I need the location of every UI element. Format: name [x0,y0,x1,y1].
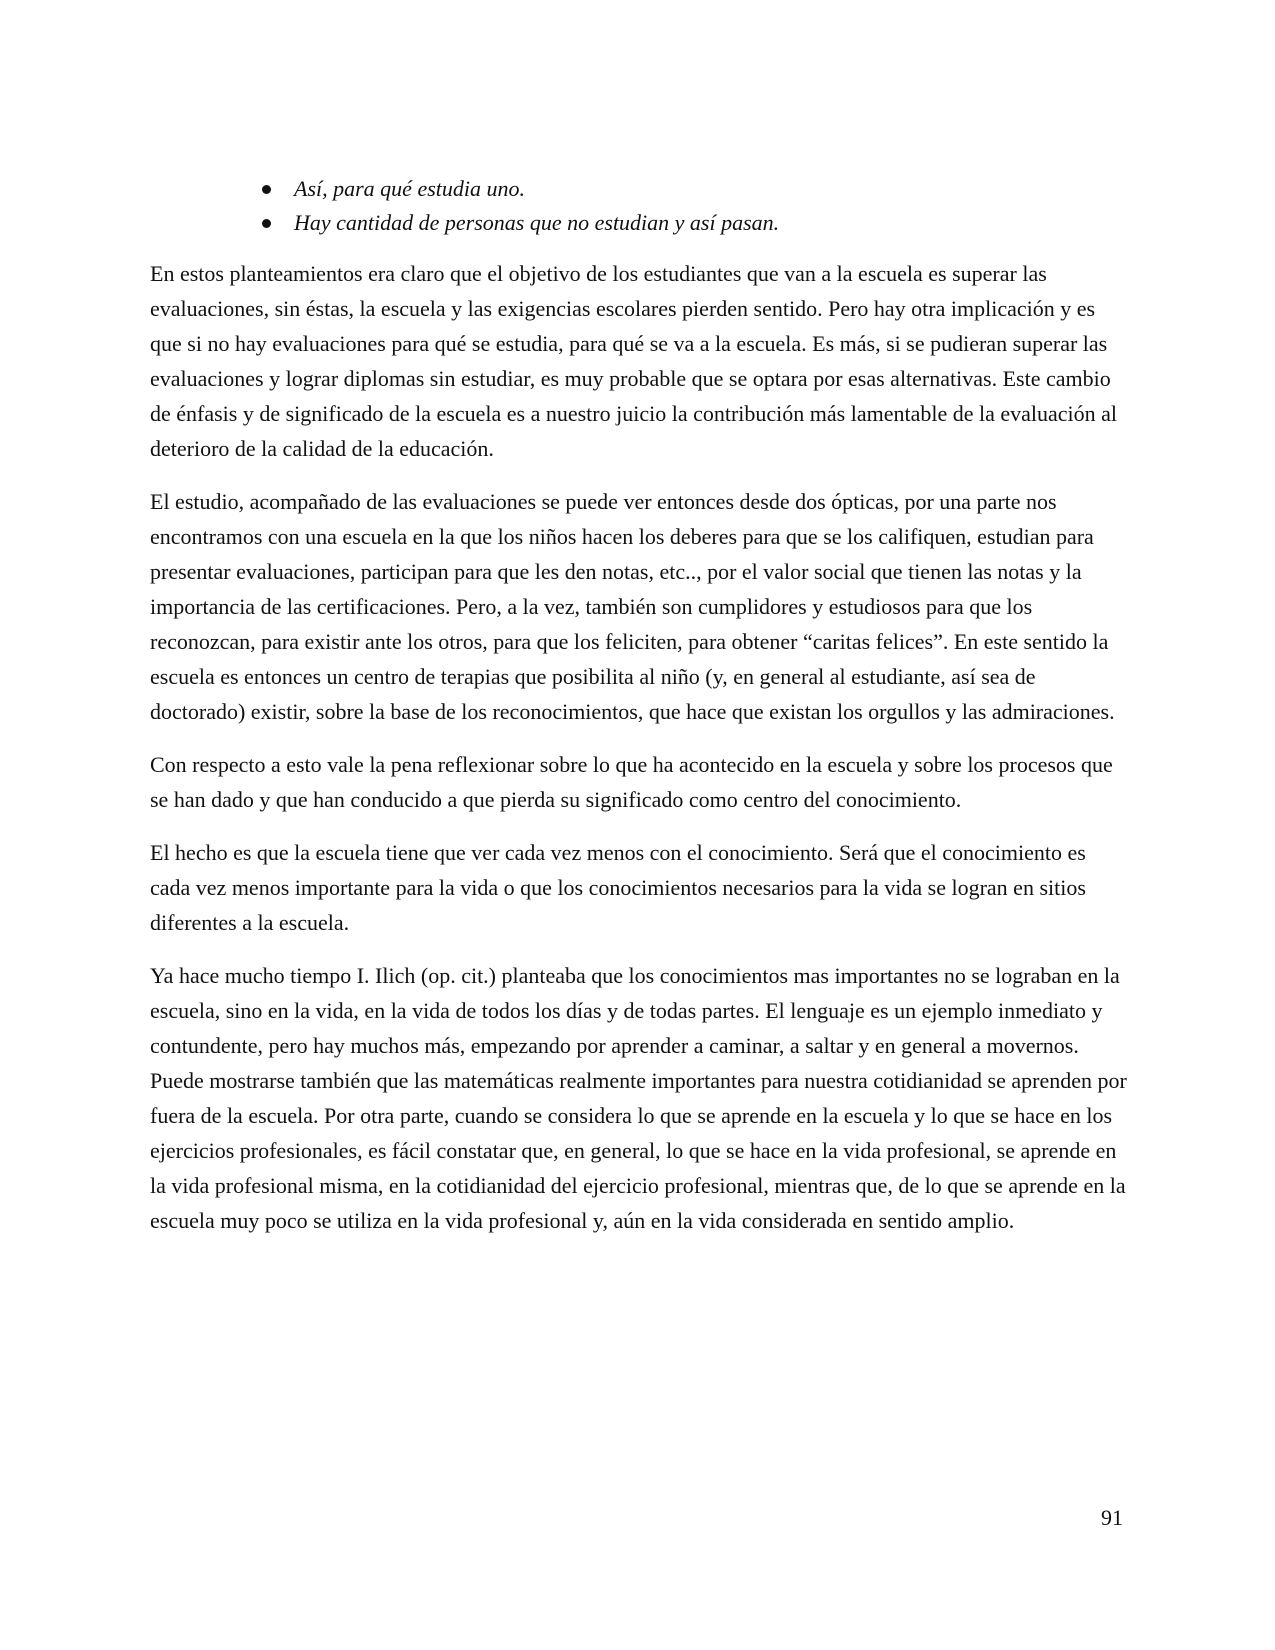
bullet-icon [262,185,271,194]
bullet-icon [262,219,271,228]
bullet-text: Así, para qué estudia uno. [294,176,525,201]
bullet-item [262,172,1130,206]
paragraph: Ya hace mucho tiempo I. Ilich (op. cit.) planteaba que los conocimientos mas importantes no se lograban en la escuela, sino en la vida, en la vida de todos los días y de todas partes. El lenguaje es un ejemplo inmediato y contundente, pero hay muchos más, empezando por aprender a caminar, a saltar y en general a movernos. Puede mostrarse también que las matemáticas realmente importantes para nuestra cotidianidad se aprenden por fuera de la escuela. Por otra parte, cuando se considera lo que se aprende en la escuela y lo que se hace en los ejercicios profesionales, es fácil constatar que, en general, lo que se hace en la vida profesional, se aprende en la vida profesional misma, en la cotidianidad del ejercicio profesional, mientras que, de lo que se aprende en la escuela muy poco se utiliza en la vida profesional y, aún en la vida considerada en sentido amplio. [150,963,1127,1233]
bullet-list [150,172,1130,240]
paragraph: El estudio, acompañado de las evaluaciones se puede ver entonces desde dos ópticas, por una parte nos encontramos con una escuela en la que los niños hacen los deberes para que se los califiquen, estudian para presentar evaluaciones, participan para que les den notas, etc.., por el valor social que tienen las notas y la importancia de las certificaciones. Pero, a la vez, también son cumplidores y estudiosos para que los reconozcan, para existir ante los otros, para que los feliciten, para obtener “caritas felices”. En este sentido la escuela es entonces un centro de terapias que posibilita al niño (y, en general al estudiante, así sea de doctorado) existir, sobre la base de los reconocimientos, que hace que existan los orgullos y las admiraciones. [150,489,1115,724]
page-number: 91 [1101,1505,1123,1530]
bullet-item [262,206,1130,240]
paragraph: El hecho es que la escuela tiene que ver cada vez menos con el conocimiento. Será que el conocimiento es cada vez menos importante para la vida o que los conocimientos necesarios para la vida se logran en sitios diferentes a la escuela. [150,840,1086,935]
paragraph: Con respecto a esto vale la pena reflexionar sobre lo que ha acontecido en la escuela y sobre los procesos que se han dado y que han conducido a que pierda su significado como centro del conocimiento. [150,752,1113,812]
bullet-text: Hay cantidad de personas que no estudian y así pasan. [294,210,780,235]
paragraph: En estos planteamientos era claro que el objetivo de los estudiantes que van a la escuela es superar las evaluaciones, sin éstas, la escuela y las exigencias escolares pierden sentido. Pero hay otra implicación y es que si no hay evaluaciones para qué se estudia, para qué se va a la escuela. Es más, si se pudieran superar las evaluaciones y lograr diplomas sin estudiar, es muy probable que se optara por esas alternativas. Este cambio de énfasis y de significado de la escuela es a nuestro juicio la contribución más lamentable de la evaluación al deterioro de la calidad de la educación. [150,261,1118,461]
page-content [150,172,1130,1256]
